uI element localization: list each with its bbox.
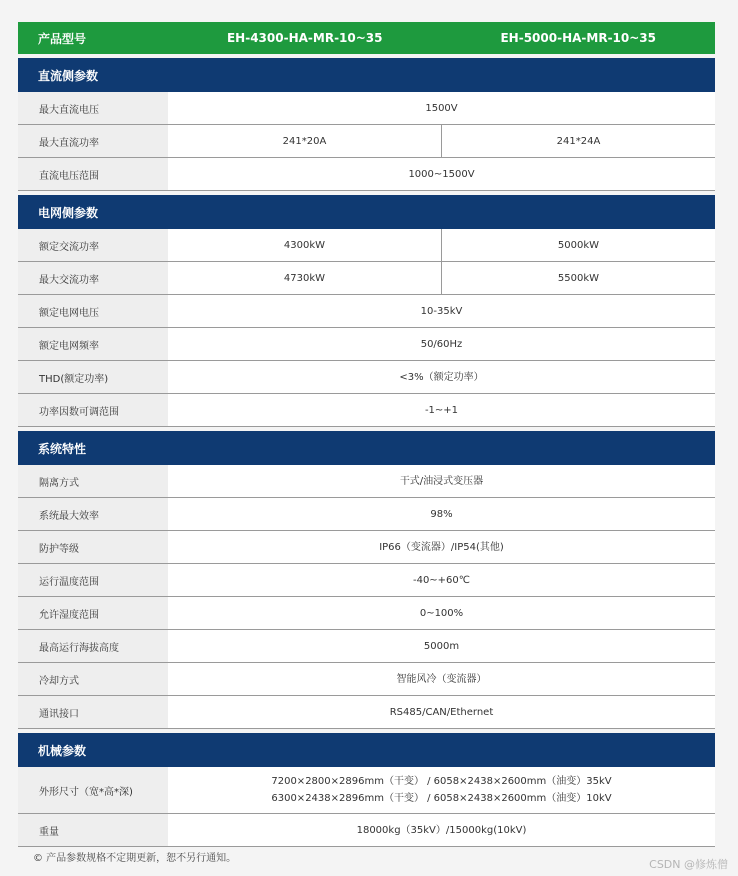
spec-value: 241*20A	[282, 135, 327, 147]
spec-row	[18, 465, 715, 498]
model-header-label: 产品型号	[38, 31, 87, 46]
spec-value: <3%（额定功率）	[168, 361, 715, 393]
spec-row	[18, 767, 715, 814]
spec-row	[18, 92, 715, 125]
spec-value	[168, 767, 715, 813]
spec-value: 5000kW	[441, 229, 715, 261]
spec-label: 最大直流电压	[18, 92, 168, 124]
spec-label: 重量	[18, 814, 168, 846]
spec-label: 冷却方式	[18, 663, 168, 695]
spec-row	[18, 814, 715, 847]
spec-row	[18, 394, 715, 427]
spec-value: 4300kW	[283, 239, 326, 251]
spec-label: 最高运行海拔高度	[18, 630, 168, 662]
spec-value-split	[168, 229, 715, 261]
spec-label: 功率因数可调范围	[18, 394, 168, 426]
spec-value: -1~+1	[168, 394, 715, 426]
spec-row	[18, 295, 715, 328]
spec-value: 5500kW	[441, 262, 715, 294]
spec-row	[18, 630, 715, 663]
dimension-line: 6300×2438×2896mm（干变） / 6058×2438×2600mm（油变）10kV	[271, 793, 612, 804]
section-header-grid: 电网侧参数	[18, 195, 715, 229]
spec-value: RS485/CAN/Ethernet	[168, 696, 715, 728]
spec-value: 50/60Hz	[168, 328, 715, 360]
spec-row	[18, 531, 715, 564]
spec-value: 0~100%	[168, 597, 715, 629]
spec-value: 18000kg（35kV）/15000kg(10kV)	[168, 814, 715, 846]
spec-value: -40~+60℃	[168, 564, 715, 596]
spec-row	[18, 564, 715, 597]
spec-label: 额定电网电压	[18, 295, 168, 327]
spec-value: 1500V	[168, 92, 715, 124]
spec-row	[18, 498, 715, 531]
spec-value: 10-35kV	[168, 295, 715, 327]
spec-label: 运行温度范围	[18, 564, 168, 596]
spec-label: 外形尺寸（宽*高*深)	[18, 767, 168, 813]
spec-value: 5000m	[168, 630, 715, 662]
spec-label: 最大交流功率	[18, 262, 168, 294]
spec-row	[18, 229, 715, 262]
spec-value: 241*24A	[441, 125, 715, 157]
spec-row	[18, 328, 715, 361]
spec-label: 直流电压范围	[18, 158, 168, 190]
spec-sheet	[18, 22, 715, 847]
model-name: EH-4300-HA-MR-10~35	[226, 31, 383, 45]
dimension-line: 7200×2800×2896mm（干变） / 6058×2438×2600mm（油变）35kV	[271, 776, 612, 787]
spec-value: 干式/油浸式变压器	[168, 465, 715, 497]
spec-label: 隔离方式	[18, 465, 168, 497]
spec-value-split	[168, 125, 715, 157]
spec-label: 允许湿度范围	[18, 597, 168, 629]
spec-label: THD(额定功率)	[18, 361, 168, 393]
spec-row	[18, 597, 715, 630]
spec-row	[18, 361, 715, 394]
spec-label: 额定电网频率	[18, 328, 168, 360]
spec-row	[18, 125, 715, 158]
spec-value: 98%	[168, 498, 715, 530]
watermark: CSDN @修炼僧	[649, 858, 728, 871]
spec-row	[18, 696, 715, 729]
section-header-dc: 直流侧参数	[18, 58, 715, 92]
spec-row	[18, 158, 715, 191]
spec-value-split	[168, 262, 715, 294]
spec-label: 系统最大效率	[18, 498, 168, 530]
spec-label: 防护等级	[18, 531, 168, 563]
spec-label: 最大直流功率	[18, 125, 168, 157]
section-header-mechanical: 机械参数	[18, 733, 715, 767]
spec-label: 通讯接口	[18, 696, 168, 728]
spec-value: 4730kW	[283, 272, 326, 284]
footnote: © 产品参数规格不定期更新，恕不另行通知。	[33, 853, 237, 864]
spec-value: 1000~1500V	[168, 158, 715, 190]
spec-value: 智能风冷（变流器）	[168, 663, 715, 695]
spec-value: IP66（变流器）/IP54(其他)	[168, 531, 715, 563]
model-header-row	[18, 22, 715, 54]
model-name: EH-5000-HA-MR-10~35	[500, 31, 657, 45]
spec-row	[18, 262, 715, 295]
spec-label: 额定交流功率	[18, 229, 168, 261]
section-header-system: 系统特性	[18, 431, 715, 465]
spec-row	[18, 663, 715, 696]
